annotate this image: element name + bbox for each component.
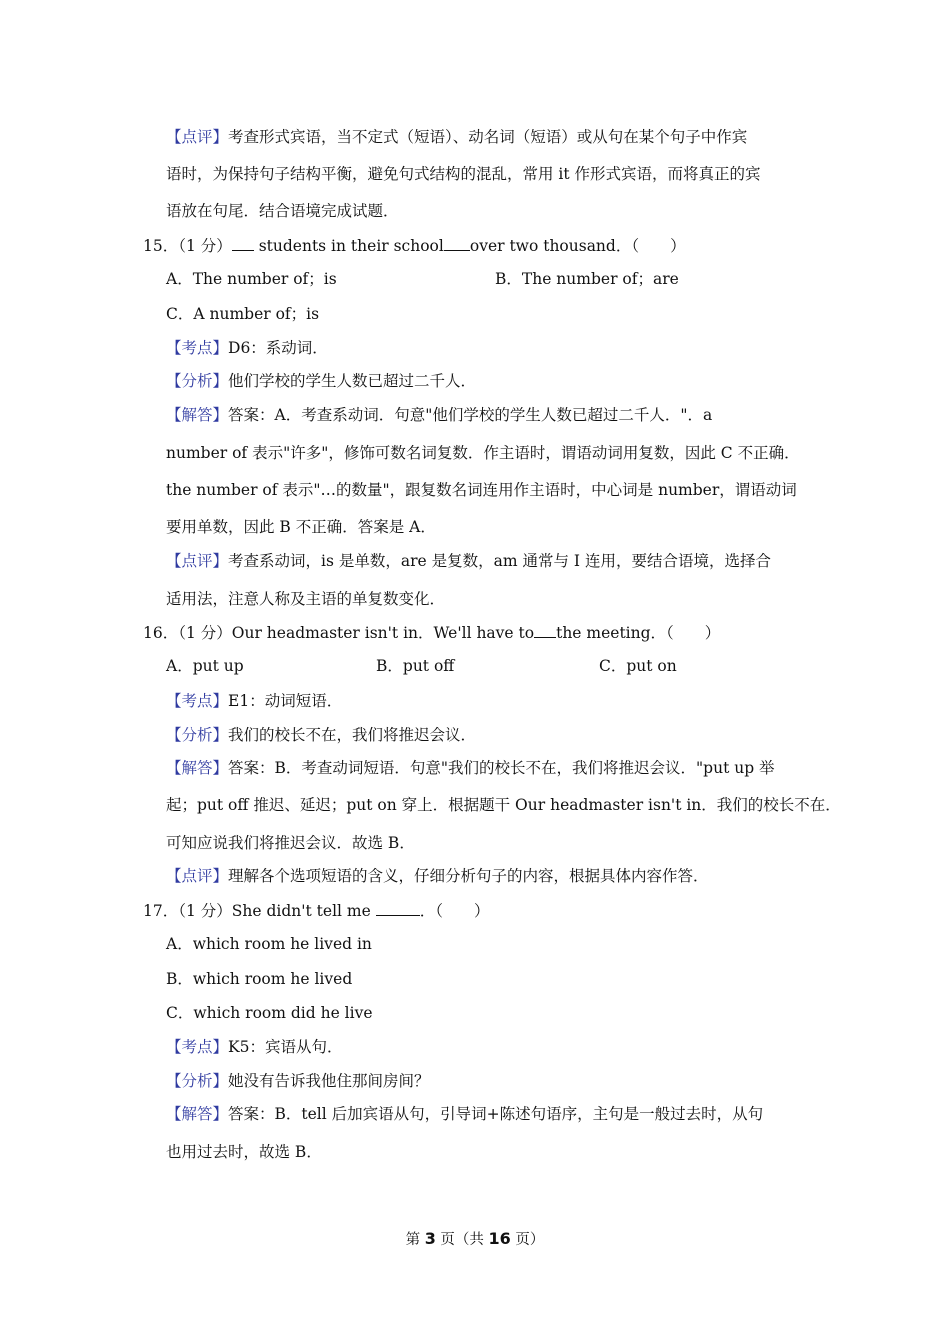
q17-option-b: B．which room he lived	[166, 970, 353, 988]
q16-option-c: C．put on	[599, 657, 677, 675]
q16-option-b: B．put off	[376, 657, 455, 675]
total-page-number: 16	[488, 1229, 511, 1248]
q17-jieda-line-2: 也用过去时，故选 B．	[166, 1143, 322, 1161]
q14-review-line-3: 语放在句尾．结合语境完成试题．	[166, 202, 399, 220]
answer-blank	[444, 235, 470, 251]
q15-kaodian: 【考点】D6：系动词．	[166, 339, 328, 357]
q17-option-c: C．which room did he live	[166, 1004, 373, 1022]
q16-dianping: 【点评】理解各个选项短语的含义，仔细分析句子的内容，根据具体内容作答．	[166, 867, 709, 885]
q15-dianping-line-2: 适用法，注意人称及主语的单复数变化．	[166, 590, 446, 608]
q16-jieda-line-1: 【解答】答案：B．考查动词短语．句意"我们的校长不在，我们将推迟会议．"put up 举	[166, 759, 775, 777]
answer-blank	[534, 622, 556, 638]
q15-jieda-line-2: number of 表示"许多"，修饰可数名词复数．作主语时，谓语动词用复数，因此 C 不正确．	[166, 444, 800, 462]
q14-review-line-1: 【点评】考查形式宾语，当不定式（短语）、动名词（短语）或从句在某个句子中作宾	[166, 128, 748, 146]
answer-blank	[376, 900, 420, 916]
q16-fenxi: 【分析】我们的校长不在，我们将推迟会议．	[166, 726, 477, 744]
q15-jieda-line-1: 【解答】答案：A．考查系动词．句意"他们学校的学生人数已超过二千人．"．a	[166, 406, 713, 424]
question-17-stem: 17．（1 分）She didn't tell me ．（ ）	[143, 902, 490, 920]
question-16-stem: 16．（1 分）Our headmaster isn't in．We'll have to the meeting．（ ）	[143, 624, 721, 642]
q16-option-a: A．put up	[166, 657, 244, 675]
q14-review-line-2: 语时，为保持句子结构平衡，避免句式结构的混乱，常用 it 作形式宾语，而将真正的宾	[166, 165, 761, 183]
q15-option-a: A．The number of；is	[166, 270, 337, 288]
current-page-number: 3	[424, 1229, 436, 1248]
q15-jieda-line-4: 要用单数，因此 B 不正确．答案是 A．	[166, 518, 436, 536]
q16-jieda-line-3: 可知应说我们将推迟会议．故选 B．	[166, 834, 415, 852]
q16-jieda-line-2: 起；put off 推迟、延迟；put on 穿上．根据题干 Our headmaster isn't in．我们的校长不在．	[166, 796, 841, 814]
q17-kaodian: 【考点】K5：宾语从句．	[166, 1038, 343, 1056]
q15-option-b: B．The number of；are	[495, 270, 679, 288]
q15-jieda-line-3: the number of 表示"…的数量"，跟复数名词连用作主语时，中心词是 number，谓语动词	[166, 481, 797, 499]
q17-option-a: A．which room he lived in	[166, 935, 372, 953]
answer-blank	[232, 235, 254, 251]
q15-dianping-line-1: 【点评】考查系动词，is 是单数，are 是复数，am 通常与 I 连用，要结合语境，选择合	[166, 552, 771, 570]
q15-option-c: C．A number of；is	[166, 305, 320, 323]
page-footer: 第 3 页（共 16 页）	[405, 1229, 545, 1248]
q16-kaodian: 【考点】E1：动词短语．	[166, 692, 343, 710]
q17-fenxi: 【分析】她没有告诉我他住那间房间？	[166, 1072, 430, 1090]
question-15-stem: 15．（1 分） students in their school over two thousand．（ ）	[143, 237, 686, 255]
review-tag: 【点评】	[166, 128, 229, 146]
q17-jieda-line-1: 【解答】答案：B．tell 后加宾语从句，引导词+陈述句语序，主句是一般过去时，从句	[166, 1105, 764, 1123]
q15-fenxi: 【分析】他们学校的学生人数已超过二千人．	[166, 372, 477, 390]
